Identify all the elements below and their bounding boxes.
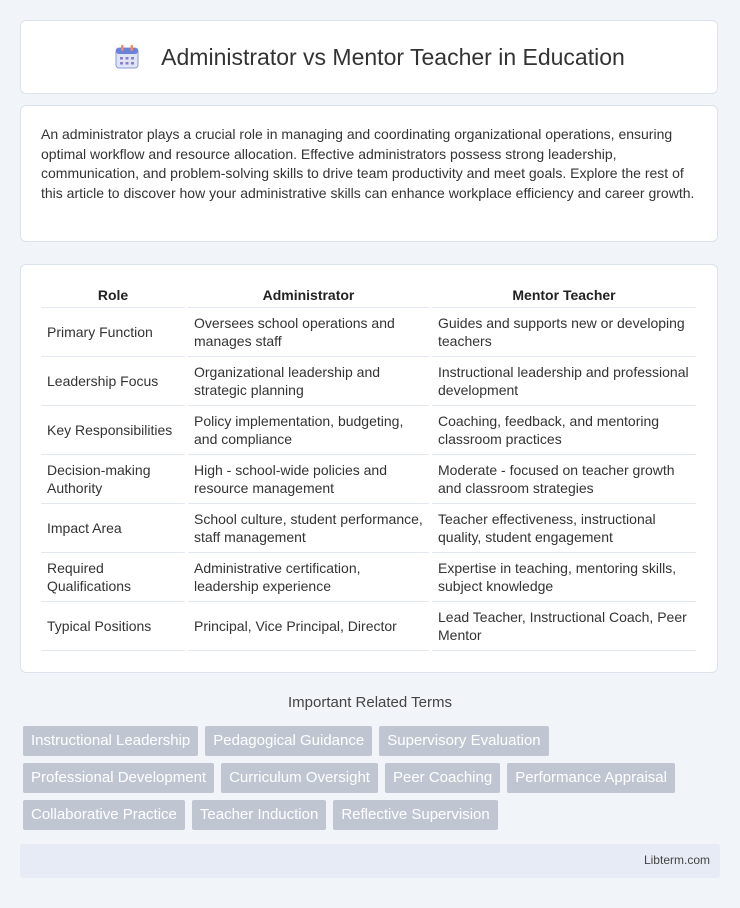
tag-teacher-induction[interactable]: Teacher Induction bbox=[192, 800, 326, 830]
tag-performance-appraisal[interactable]: Performance Appraisal bbox=[507, 763, 675, 793]
mentor-teacher-cell: Teacher effectiveness, instructional quality, student engagement bbox=[432, 504, 696, 553]
footer-site-link[interactable]: Libterm.com bbox=[643, 853, 710, 867]
table-header-row bbox=[41, 283, 696, 308]
header-administrator: Administrator bbox=[188, 283, 429, 308]
table-row bbox=[41, 357, 696, 406]
row-label: Decision-making Authority bbox=[41, 455, 185, 504]
related-terms bbox=[23, 726, 723, 837]
row-label: Impact Area bbox=[41, 504, 185, 553]
table-row bbox=[41, 504, 696, 553]
header-mentor-teacher: Mentor Teacher bbox=[432, 283, 696, 308]
page-title: Administrator vs Mentor Teacher in Education bbox=[161, 43, 625, 70]
tag-instructional-leadership[interactable]: Instructional Leadership bbox=[23, 726, 198, 756]
mentor-teacher-cell: Coaching, feedback, and mentoring classroom practices bbox=[432, 406, 696, 455]
table-row bbox=[41, 602, 696, 651]
row-label: Required Qualifications bbox=[41, 553, 185, 602]
row-label: Primary Function bbox=[41, 308, 185, 357]
row-label: Typical Positions bbox=[41, 602, 185, 651]
tag-row bbox=[23, 800, 723, 830]
row-label: Leadership Focus bbox=[41, 357, 185, 406]
administrator-cell: High - school-wide policies and resource management bbox=[188, 455, 429, 504]
table-row bbox=[41, 455, 696, 504]
calendar-icon bbox=[113, 43, 141, 71]
table-row bbox=[41, 406, 696, 455]
comparison-card bbox=[20, 264, 718, 673]
header-role: Role bbox=[41, 283, 185, 308]
table-row bbox=[41, 553, 696, 602]
tag-peer-coaching[interactable]: Peer Coaching bbox=[385, 763, 500, 793]
tag-curriculum-oversight[interactable]: Curriculum Oversight bbox=[221, 763, 378, 793]
tag-row bbox=[23, 726, 723, 756]
administrator-cell: Oversees school operations and manages staff bbox=[188, 308, 429, 357]
tag-row bbox=[23, 763, 723, 793]
mentor-teacher-cell: Instructional leadership and professional development bbox=[432, 357, 696, 406]
tag-pedagogical-guidance[interactable]: Pedagogical Guidance bbox=[205, 726, 372, 756]
mentor-teacher-cell: Moderate - focused on teacher growth and classroom strategies bbox=[432, 455, 696, 504]
mentor-teacher-cell: Lead Teacher, Instructional Coach, Peer Mentor bbox=[432, 602, 696, 651]
administrator-cell: School culture, student performance, staff management bbox=[188, 504, 429, 553]
administrator-cell: Administrative certification, leadership experience bbox=[188, 553, 429, 602]
administrator-cell: Principal, Vice Principal, Director bbox=[188, 602, 429, 651]
footer bbox=[20, 844, 720, 878]
mentor-teacher-cell: Guides and supports new or developing teachers bbox=[432, 308, 696, 357]
tag-supervisory-evaluation[interactable]: Supervisory Evaluation bbox=[379, 726, 548, 756]
comparison-table bbox=[38, 283, 699, 651]
table-row bbox=[41, 308, 696, 357]
related-terms-title: Important Related Terms bbox=[288, 694, 452, 711]
intro-card bbox=[20, 105, 718, 242]
administrator-cell: Organizational leadership and strategic planning bbox=[188, 357, 429, 406]
mentor-teacher-cell: Expertise in teaching, mentoring skills, subject knowledge bbox=[432, 553, 696, 602]
tag-collaborative-practice[interactable]: Collaborative Practice bbox=[23, 800, 185, 830]
tag-reflective-supervision[interactable]: Reflective Supervision bbox=[333, 800, 497, 830]
administrator-cell: Policy implementation, budgeting, and compliance bbox=[188, 406, 429, 455]
title-card bbox=[20, 20, 718, 94]
intro-paragraph: An administrator plays a crucial role in managing and coordinating organizational operations, ensuring optimal workflow and resource allocation. Effective administrators possess strong leadership, communication, and problem-solving skills to drive team productivity and meet goals. Explore the rest of this article to discover how your administrative skills can enhance workplace efficiency and career growth. bbox=[41, 126, 695, 201]
tag-professional-development[interactable]: Professional Development bbox=[23, 763, 214, 793]
row-label: Key Responsibilities bbox=[41, 406, 185, 455]
